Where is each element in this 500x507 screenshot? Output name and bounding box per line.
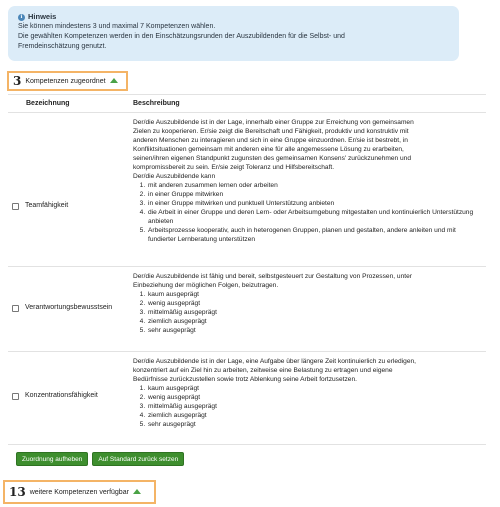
competency-table [8,94,486,469]
description-line: Der/die Auszubildende ist in der Lage, eine Aufgabe über längere Zeit kontinuierlich zu erledigen, [133,358,416,365]
level-item: 2. in einer Gruppe mitwirken [147,190,478,199]
description-line: Der/die Auszubildende ist fähig und bereit, selbstgesteuert zur Gestaltung von Prozessen, unter [133,273,412,280]
hint-line-2: Die gewählten Kompetenzen werden in den Einschätzungsrunden der Auszubildenden für die Selbst- und [18,33,345,40]
level-item: 3. mittelmäßig ausgeprägt [147,402,478,411]
table-row [8,352,486,445]
level-item: 2. wenig ausgeprägt [147,299,478,308]
level-item: 5. sehr ausgeprägt [147,326,478,335]
available-count: 13 [9,485,26,499]
table-row [8,113,486,267]
table-header [8,95,486,113]
column-header-description: Beschreibung [133,100,180,107]
description-line: Zielen zu kooperieren. Er/sie zeigt die Bereitschaft und Fähigkeit, produktiv und konstruktiv mit [133,128,409,135]
level-list [147,181,478,244]
level-item: 4. ziemlich ausgeprägt [147,411,478,420]
row-checkbox[interactable] [12,305,19,312]
triangle-up-icon[interactable] [110,78,118,83]
competency-name: Konzentrationsfähigkeit [25,392,98,399]
level-list [147,290,478,335]
competency-description [133,118,478,244]
level-item: 1. kaum ausgeprägt [147,290,478,299]
table-row [8,267,486,352]
available-label: weitere Kompetenzen verfügbar [29,488,129,496]
assigned-label: Kompetenzen zugeordnet [25,77,106,85]
hint-box [8,6,459,61]
remove-assignment-button[interactable]: Zuordnung aufheben [16,452,88,466]
description-line: Einbeziehung der möglichen Folgen, beizutragen. [133,282,279,289]
level-item: 1. mit anderen zusammen lernen oder arbeiten [147,181,478,190]
description-line: Bedürfnisse zurückzustellen sowie trotz Ablenkung seine Arbeit fortzusetzen. [133,376,357,383]
level-item: 3. in einer Gruppe mitwirken und punktuell Unterstützung anbieten [147,199,478,208]
triangle-up-icon[interactable] [133,489,141,494]
info-icon: i [18,14,25,21]
description-line: kompromissbereit zu sein. Er/sie zeigt Toleranz und Hilfsbereitschaft. [133,164,335,171]
row-checkbox[interactable] [12,203,19,210]
level-item: 5. Arbeitsprozesse kooperativ, auch in heterogenen Gruppen, planen und gestalten, andere anleiten und mit fundierter Lernberatung unterstützen [147,226,478,244]
description-line: konzentriert auf ein Ziel hin zu arbeiten, zeitweise eine Belastung zu ertragen und eigene [133,367,393,374]
competency-description [133,357,478,429]
reset-default-button[interactable]: Auf Standard zurück setzen [92,452,184,466]
row-checkbox[interactable] [12,393,19,400]
level-item: 5. sehr ausgeprägt [147,420,478,429]
hint-line-1: Sie können mindestens 3 und maximal 7 Kompetenzen wählen. [18,23,216,30]
assigned-competencies-toggle[interactable] [7,71,128,91]
level-item: 2. wenig ausgeprägt [147,393,478,402]
competency-description [133,272,478,335]
competency-name: Teamfähigkeit [25,202,69,209]
hint-title-row [18,12,449,22]
level-item: 3. mittelmäßig ausgeprägt [147,308,478,317]
competency-name: Verantwortungsbewusstsein [25,304,113,311]
level-item: 4. ziemlich ausgeprägt [147,317,478,326]
assigned-count: 3 [13,74,22,88]
level-item: 1. kaum ausgeprägt [147,384,478,393]
available-competencies-toggle[interactable] [3,480,156,504]
description-line: Der/die Auszubildende kann [133,173,216,180]
hint-title: Hinweis [28,12,57,21]
level-item: 4. die Arbeit in einer Gruppe und deren Lern- oder Arbeitsumgebung mitgestalten und kontinuierlich Unterstützung anbieten [147,208,478,226]
column-header-name: Bezeichnung [26,100,70,107]
description-line: Konfliktsituationen gemeinsam mit anderen eine für alle angemessene Lösung zu erarbeiten, [133,146,404,153]
description-line: seinen/ihren eigenen Standpunkt zugunsten des gemeinsamen Konsens' zurückzunehmen und [133,155,412,162]
description-line: Der/die Auszubildende ist in der Lage, innerhalb einer Gruppe zur Erreichung von gemeinsamen [133,119,414,126]
description-line: anderen Menschen zu interagieren und sich in eine Gruppe einzuordnen. Er/sie ist bestrebt, in [133,137,408,144]
hint-line-3: Fremdeinschätzung genutzt. [18,43,107,50]
level-list [147,384,478,429]
action-bar [16,452,184,466]
